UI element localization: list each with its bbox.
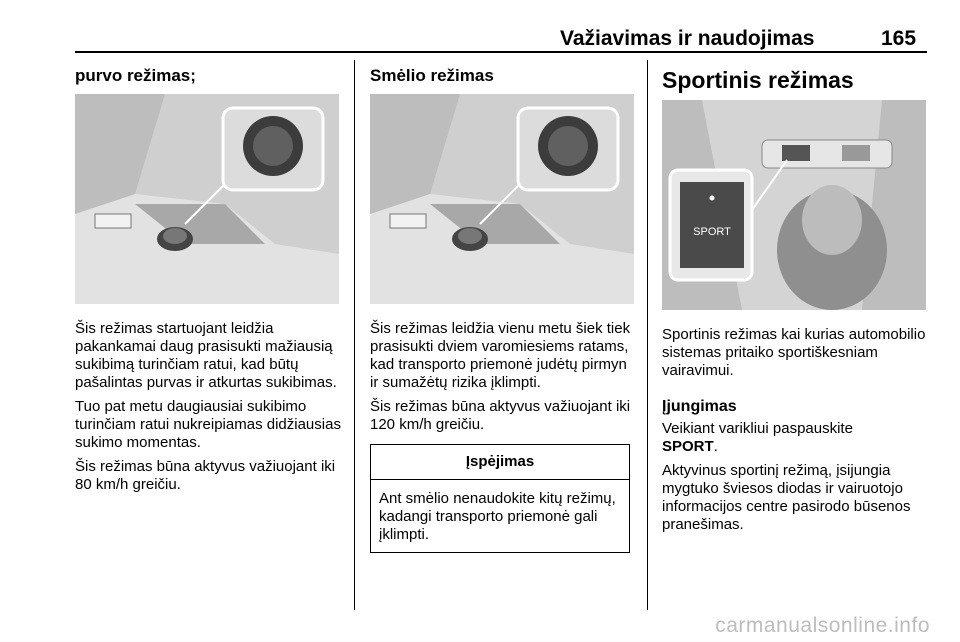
footer-watermark: carmanualsonline.info	[715, 614, 930, 637]
activation-paragraph	[662, 420, 928, 456]
sand-mode-paragraph-2: Šis režimas būna aktyvus važiuojant iki 120 km/h greičiu.	[370, 398, 631, 433]
activation-subheading: Įjungimas	[662, 398, 737, 415]
sport-key-label: SPORT	[662, 438, 714, 455]
warning-title: Įspėjimas	[371, 445, 629, 480]
sport-button-label: SPORT	[693, 226, 731, 238]
column-divider-2	[647, 60, 648, 610]
mud-mode-illustration	[75, 94, 339, 304]
column-mud-mode	[75, 60, 343, 500]
column-divider-1	[354, 60, 355, 610]
header-rule	[75, 51, 927, 53]
mud-mode-paragraph-1: Šis režimas startuojant leidžia pakankamai daug prasisukti mažiausią sukibimą turinčiam ratui, kad būtų pašalintas purvas ir atkurtas sukibimas.	[75, 320, 337, 391]
page-number: 165	[881, 27, 917, 50]
mud-mode-paragraph-2: Tuo pat metu daugiausiai sukibimo turinčiam ratui nukreipiamas didžiausias sukimo momentas.	[75, 398, 341, 451]
page-header-title: Važiavimas ir naudojimas	[560, 27, 815, 50]
mud-mode-heading: purvo režimas;	[75, 66, 196, 85]
activation-end: .	[713, 438, 718, 455]
sport-mode-heading: Sportinis režimas	[662, 67, 854, 93]
activation-text: Veikiant varikliui paspauskite	[662, 420, 853, 437]
sand-mode-paragraph-1: Šis režimas leidžia vienu metu šiek tiek prasisukti dviem varomiesiems ratams, kad transporto priemonė judėtų pirmyn ir sumažėtų rizika įklimpti.	[370, 320, 631, 391]
sport-mode-paragraph-2: Aktyvinus sportinį režimą, įsijungia mygtuko šviesos diodas ir vairuotojo informacijos centre pasirodo būsenos pranešimas.	[662, 462, 911, 533]
warning-box	[370, 444, 630, 553]
mud-mode-paragraph-3: Šis režimas būna aktyvus važiuojant iki 80 km/h greičiu.	[75, 458, 336, 493]
column-sport-mode	[662, 60, 928, 540]
column-sand-mode	[370, 60, 638, 553]
sport-mode-paragraph-1: Sportinis režimas kai kurias automobilio sistemas pritaiko sportiškesniam vairavimui.	[662, 326, 926, 379]
sand-mode-illustration	[370, 94, 634, 304]
warning-text: Ant smėlio nenaudokite kitų režimų, kadangi transporto priemonė gali įklimpti.	[379, 490, 616, 543]
sport-mode-illustration	[662, 100, 926, 310]
sand-mode-heading: Smėlio režimas	[370, 66, 494, 85]
